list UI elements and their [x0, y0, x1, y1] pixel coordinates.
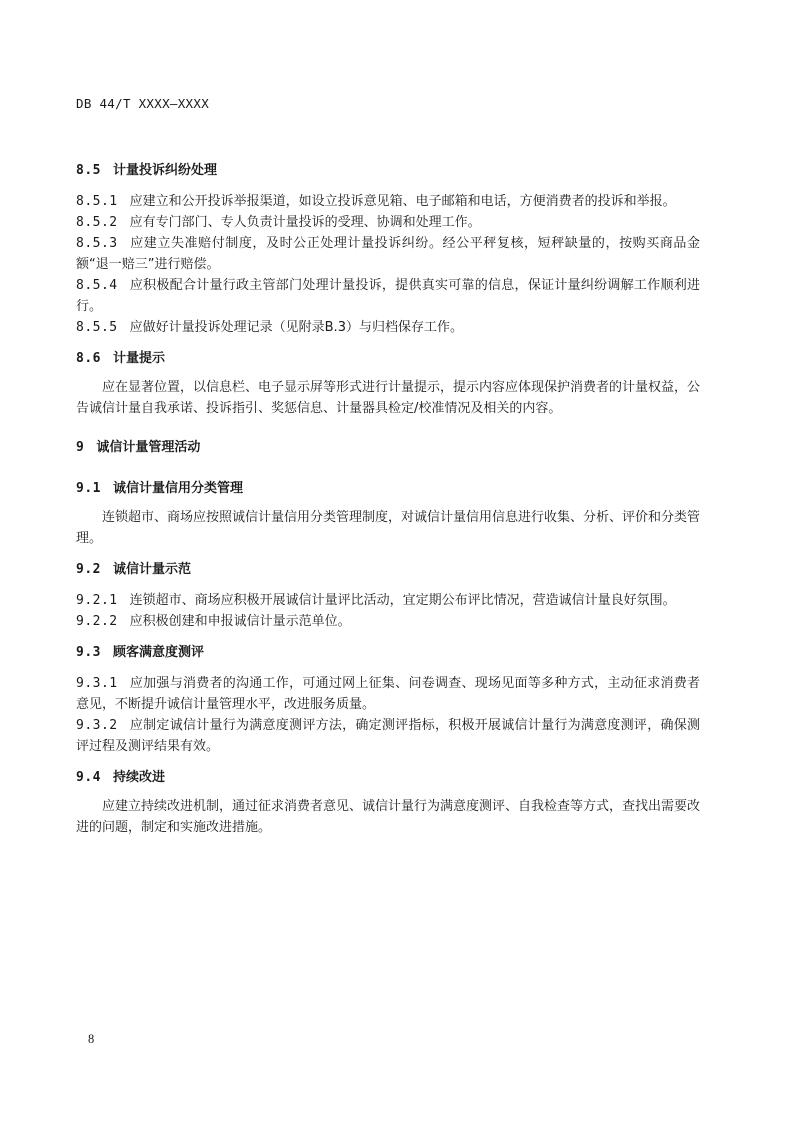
clause-number: 8.5.1	[76, 194, 118, 209]
clause-8-5-5	[76, 317, 700, 338]
clause-number: 8.5.5	[76, 320, 118, 335]
clause-number: 8.5.4	[76, 278, 118, 293]
section-heading-9-4	[76, 767, 700, 788]
section-number: 8.5	[76, 163, 101, 178]
section-heading-8-5	[76, 160, 700, 181]
clause-8-5-1	[76, 191, 700, 212]
paragraph-8-6: 应在显著位置，以信息栏、电子显示屏等形式进行计量提示，提示内容应体现保护消费者的计量权益，公告诚信计量自我承诺、投诉指引、奖惩信息、计量器具检定/校准情况及相关的内容。	[76, 380, 701, 416]
section-number: 9.4	[76, 770, 101, 785]
section-title: 计量提示	[112, 351, 165, 366]
clause-number: 8.5.2	[76, 215, 118, 230]
page-number: 8	[88, 1032, 95, 1046]
clause-text: 应有专门部门、专人负责计量投诉的受理、协调和处理工作。	[129, 215, 481, 230]
clause-text: 连锁超市、商场应积极开展诚信计量评比活动，宜定期公布评比情况，营造诚信计量良好氛围。	[129, 593, 676, 608]
clause-number: 9.2.2	[76, 614, 118, 629]
section-heading-8-6	[76, 348, 700, 369]
clause-number: 8.5.3	[76, 236, 118, 251]
clause-text: 应做好计量投诉处理记录（见附录B.3）与归档保存工作。	[129, 320, 463, 335]
section-heading-9-3	[76, 642, 700, 663]
section-title: 顾客满意度测评	[112, 645, 204, 660]
paragraph-9-1: 连锁超市、商场应按照诚信计量信用分类管理制度，对诚信计量信用信息进行收集、分析、评价和分类管理。	[76, 510, 701, 546]
clause-text: 应制定诚信计量行为满意度测评方法，确定测评指标，积极开展诚信计量行为满意度测评，确保测评过程及测评结果有效。	[76, 718, 700, 754]
chapter-number: 9	[76, 440, 85, 455]
document-body	[76, 160, 700, 838]
section-number: 9.1	[76, 481, 101, 496]
clause-number: 9.2.1	[76, 593, 118, 608]
clause-9-3-1	[76, 673, 700, 715]
section-title: 诚信计量信用分类管理	[112, 481, 243, 496]
clause-number: 9.3.1	[76, 676, 118, 691]
clause-9-2-2	[76, 611, 700, 632]
clause-8-5-2	[76, 212, 700, 233]
clause-8-5-3	[76, 233, 700, 275]
section-number: 9.2	[76, 562, 101, 577]
clause-9-3-2	[76, 715, 700, 757]
section-title: 计量投诉纠纷处理	[112, 163, 217, 178]
section-heading-9-2	[76, 559, 700, 580]
chapter-heading-9	[76, 437, 700, 458]
clause-8-5-4	[76, 275, 700, 317]
paragraph-9-4: 应建立持续改进机制，通过征求消费者意见、诚信计量行为满意度测评、自我检查等方式，查找出需要改进的问题，制定和实施改进措施。	[76, 799, 701, 835]
section-number: 9.3	[76, 645, 101, 660]
clause-text: 应积极创建和申报诚信计量示范单位。	[129, 614, 351, 629]
chapter-title: 诚信计量管理活动	[96, 440, 201, 455]
clause-text: 应积极配合计量行政主管部门处理计量投诉，提供真实可靠的信息，保证计量纠纷调解工作顺利进行。	[76, 278, 700, 314]
section-number: 8.6	[76, 351, 101, 366]
clause-9-2-1	[76, 590, 700, 611]
clause-text: 应加强与消费者的沟通工作，可通过网上征集、问卷调查、现场见面等多种方式，主动征求消费者意见，不断提升诚信计量管理水平，改进服务质量。	[76, 676, 700, 712]
section-title: 持续改进	[112, 770, 165, 785]
section-heading-9-1	[76, 478, 700, 499]
clause-text: 应建立和公开投诉举报渠道，如设立投诉意见箱、电子邮箱和电话，方便消费者的投诉和举报。	[129, 194, 676, 209]
section-title: 诚信计量示范	[112, 562, 191, 577]
clause-text: 应建立失准赔付制度，及时公正处理计量投诉纠纷。经公平秤复核，短秤缺量的，按购买商品金额“退一赔三”进行赔偿。	[76, 236, 700, 272]
clause-number: 9.3.2	[76, 718, 118, 733]
document-code-header: DB 44/T XXXX—XXXX	[76, 96, 210, 111]
